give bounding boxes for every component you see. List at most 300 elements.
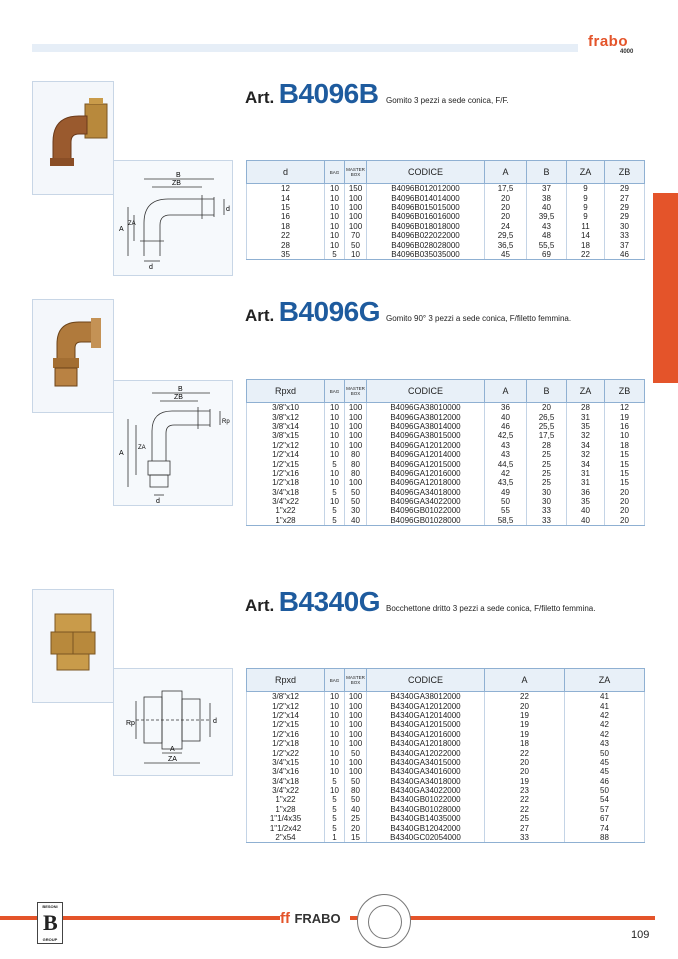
- table-cell: B4096GA34018000: [367, 488, 485, 497]
- table-row: [247, 431, 645, 440]
- dim-label: ZB: [172, 180, 181, 187]
- table-cell: 31: [567, 469, 605, 478]
- col-header: BAG: [325, 161, 345, 184]
- table-cell: 37: [527, 184, 567, 194]
- table-cell: 46: [565, 777, 645, 786]
- table-cell: 10: [325, 212, 345, 221]
- table-cell: 15: [605, 469, 645, 478]
- col-header: BAG: [325, 669, 345, 692]
- table-row: [247, 748, 645, 757]
- table-cell: B4340GC02054000: [367, 833, 485, 843]
- table-cell: 19: [485, 720, 565, 729]
- table-cell: 55,5: [527, 240, 567, 249]
- table-cell: B4340GA12022000: [367, 748, 485, 757]
- table-cell: B4096B012012000: [367, 184, 485, 194]
- table-cell: 10: [325, 422, 345, 431]
- table-cell: 42: [565, 730, 645, 739]
- col-header: MASTER BOX: [345, 161, 367, 184]
- table-cell: B4340GA34018000: [367, 777, 485, 786]
- table-cell: 43: [485, 441, 527, 450]
- table-cell: 100: [345, 692, 367, 702]
- table-cell: 24: [485, 222, 527, 231]
- table-cell: 40: [485, 412, 527, 421]
- union-photo-icon: [33, 590, 113, 702]
- table-cell: 45: [565, 767, 645, 776]
- product-photo-b4096b: [32, 81, 114, 195]
- table-cell: 10: [325, 203, 345, 212]
- table-cell: 19: [485, 711, 565, 720]
- table-cell: 20: [605, 497, 645, 506]
- table-cell: 3/8"x12: [247, 412, 325, 421]
- col-header: MASTER BOX: [345, 380, 367, 403]
- table-cell: 16: [247, 212, 325, 221]
- table-row: [247, 506, 645, 515]
- table-cell: 42: [485, 469, 527, 478]
- table-cell: B4096GA12018000: [367, 478, 485, 487]
- table-cell: 12: [605, 403, 645, 413]
- table-row: [247, 730, 645, 739]
- table-cell: B4096B028028000: [367, 240, 485, 249]
- table-cell: B4340GB14035000: [367, 814, 485, 823]
- table-cell: 25: [485, 814, 565, 823]
- table-cell: 10: [325, 730, 345, 739]
- col-header: B: [527, 161, 567, 184]
- table-row: [247, 478, 645, 487]
- table-row: [247, 240, 645, 249]
- table-cell: 33: [605, 231, 645, 240]
- table-cell: 1"x28: [247, 805, 325, 814]
- table-cell: 22: [485, 748, 565, 757]
- table-cell: 1/2"x15: [247, 720, 325, 729]
- union-drawing-icon: [114, 669, 232, 775]
- col-header: ZA: [567, 380, 605, 403]
- table-cell: B4096GB01022000: [367, 506, 485, 515]
- table-cell: 20: [605, 488, 645, 497]
- table-cell: 5: [325, 250, 345, 260]
- table-row: [247, 720, 645, 729]
- table-cell: 100: [345, 758, 367, 767]
- frabo-footer-logo: [280, 910, 350, 928]
- group-bottom-label: GROUP: [42, 937, 58, 942]
- table-row: [247, 203, 645, 212]
- table-cell: 25: [527, 459, 567, 468]
- table-cell: 32: [567, 450, 605, 459]
- table-cell: 100: [345, 431, 367, 440]
- table-cell: 1/2"x16: [247, 730, 325, 739]
- table-cell: 15: [605, 459, 645, 468]
- table-cell: 67: [565, 814, 645, 823]
- article-code: B4096G: [278, 296, 381, 327]
- table-cell: 16: [605, 422, 645, 431]
- table-cell: 46: [605, 250, 645, 260]
- dim-label: A: [170, 746, 175, 753]
- table-cell: 41: [565, 701, 645, 710]
- dim-label: ZA: [138, 445, 146, 451]
- table-cell: 39,5: [527, 212, 567, 221]
- table-cell: 18: [605, 441, 645, 450]
- table-cell: 54: [565, 795, 645, 804]
- table-cell: 35: [247, 250, 325, 260]
- table-cell: B4096GA38010000: [367, 403, 485, 413]
- table-cell: 50: [565, 748, 645, 757]
- table-cell: 70: [345, 231, 367, 240]
- table-cell: 31: [567, 478, 605, 487]
- dim-label: B: [176, 172, 181, 179]
- table-cell: 14: [247, 193, 325, 202]
- dim-label: B: [178, 386, 183, 393]
- table-cell: 1/2"x16: [247, 469, 325, 478]
- table-cell: 10: [325, 767, 345, 776]
- table-cell: 29,5: [485, 231, 527, 240]
- table-cell: 100: [345, 441, 367, 450]
- col-header: Rpxd: [247, 380, 325, 403]
- table-cell: 100: [345, 203, 367, 212]
- table-cell: 11: [567, 222, 605, 231]
- table-cell: B4096GA12012000: [367, 441, 485, 450]
- table-cell: 44,5: [485, 459, 527, 468]
- table-cell: 50: [345, 777, 367, 786]
- table-cell: 29: [605, 212, 645, 221]
- table-row: [247, 212, 645, 221]
- table-cell: 100: [345, 739, 367, 748]
- table-cell: 26,5: [527, 412, 567, 421]
- table-cell: 48: [527, 231, 567, 240]
- col-header: A: [485, 380, 527, 403]
- table-cell: 1"x28: [247, 516, 325, 526]
- table-row: [247, 814, 645, 823]
- table-cell: 5: [325, 488, 345, 497]
- table-cell: B4340GA12016000: [367, 730, 485, 739]
- table-cell: 36: [485, 403, 527, 413]
- spec-table-b4096g: [246, 379, 645, 526]
- brand-sub: 4000: [620, 49, 634, 55]
- table-cell: 10: [325, 403, 345, 413]
- table-cell: 100: [345, 412, 367, 421]
- table-cell: 10: [325, 720, 345, 729]
- table-cell: B4096B018018000: [367, 222, 485, 231]
- table-cell: 1/2"x18: [247, 478, 325, 487]
- table-cell: 23: [485, 786, 565, 795]
- table-cell: 10: [605, 431, 645, 440]
- spec-table-b4340g: [246, 668, 645, 843]
- table-cell: 1"x22: [247, 506, 325, 515]
- section-side-tab: [653, 193, 678, 383]
- table-cell: 1/2"x12: [247, 441, 325, 450]
- table-cell: 10: [325, 184, 345, 194]
- dim-label: d: [156, 498, 160, 505]
- table-cell: 20: [485, 212, 527, 221]
- product-photo-b4340g: [32, 589, 114, 703]
- table-cell: 43: [527, 222, 567, 231]
- table-row: [247, 422, 645, 431]
- table-cell: 50: [345, 497, 367, 506]
- table-cell: 18: [485, 739, 565, 748]
- table-cell: 43,5: [485, 478, 527, 487]
- table-cell: 1: [325, 833, 345, 843]
- table-cell: 100: [345, 701, 367, 710]
- table-cell: 1/2"x15: [247, 459, 325, 468]
- table-cell: 100: [345, 403, 367, 413]
- table-cell: 42: [565, 720, 645, 729]
- table-cell: 10: [325, 497, 345, 506]
- table-cell: 45: [485, 250, 527, 260]
- table-row: [247, 692, 645, 702]
- col-header: d: [247, 161, 325, 184]
- table-cell: B4096GA12015000: [367, 459, 485, 468]
- table-cell: 1/2"x18: [247, 739, 325, 748]
- table-row: [247, 833, 645, 843]
- table-cell: 35: [567, 497, 605, 506]
- table-cell: 100: [345, 711, 367, 720]
- table-cell: 100: [345, 720, 367, 729]
- col-header: ZA: [565, 669, 645, 692]
- table-cell: 80: [345, 469, 367, 478]
- table-cell: 20: [485, 758, 565, 767]
- table-row: [247, 497, 645, 506]
- page-number: 109: [631, 929, 650, 941]
- col-header: A: [485, 161, 527, 184]
- dim-label: A: [119, 226, 124, 233]
- table-cell: 34: [567, 459, 605, 468]
- col-header: B: [527, 380, 567, 403]
- table-cell: B4340GA34022000: [367, 786, 485, 795]
- table-cell: 5: [325, 823, 345, 832]
- table-cell: 1/2"x14: [247, 450, 325, 459]
- header-bar: [32, 44, 578, 52]
- table-cell: 10: [325, 739, 345, 748]
- table-cell: 5: [325, 814, 345, 823]
- table-cell: 43: [565, 739, 645, 748]
- table-cell: 5: [325, 805, 345, 814]
- table-cell: B4096GA38015000: [367, 431, 485, 440]
- table-cell: 50: [565, 786, 645, 795]
- table-cell: 5: [325, 516, 345, 526]
- table-cell: 10: [345, 250, 367, 260]
- table-row: [247, 231, 645, 240]
- table-cell: 30: [605, 222, 645, 231]
- table-cell: 10: [325, 450, 345, 459]
- table-cell: 27: [605, 193, 645, 202]
- table-cell: 10: [325, 431, 345, 440]
- table-cell: 100: [345, 222, 367, 231]
- table-row: [247, 403, 645, 413]
- col-header: MASTER BOX: [345, 669, 367, 692]
- dim-label: ZB: [174, 394, 183, 401]
- technical-drawing-b4340g: [113, 668, 233, 776]
- table-cell: 10: [325, 240, 345, 249]
- table-cell: 36,5: [485, 240, 527, 249]
- table-cell: 33: [485, 833, 565, 843]
- table-row: [247, 795, 645, 804]
- dim-label: Rp: [126, 720, 135, 727]
- table-cell: 14: [567, 231, 605, 240]
- table-cell: 15: [345, 833, 367, 843]
- group-top-label: BESONI: [42, 904, 58, 909]
- table-cell: 100: [345, 212, 367, 221]
- table-cell: 100: [345, 193, 367, 202]
- table-cell: 33: [527, 516, 567, 526]
- table-cell: 18: [567, 240, 605, 249]
- table-row: [247, 701, 645, 710]
- table-row: [247, 469, 645, 478]
- dim-label: ZA: [128, 221, 136, 227]
- table-cell: 10: [325, 469, 345, 478]
- table-cell: 100: [345, 767, 367, 776]
- table-cell: 10: [325, 786, 345, 795]
- table-cell: 41: [565, 692, 645, 702]
- table-cell: 50: [345, 795, 367, 804]
- table-cell: 80: [345, 459, 367, 468]
- table-cell: 32: [567, 431, 605, 440]
- article-title-b4096g: [245, 296, 380, 328]
- article-description: Gomito 3 pezzi a sede conica, F/F.: [386, 96, 509, 105]
- table-row: [247, 450, 645, 459]
- col-header: CODICE: [367, 669, 485, 692]
- table-cell: 30: [527, 488, 567, 497]
- table-cell: 9: [567, 184, 605, 194]
- table-cell: B4340GA34015000: [367, 758, 485, 767]
- table-cell: B4340GA38012000: [367, 692, 485, 702]
- art-label: Art.: [245, 88, 275, 107]
- table-cell: 18: [247, 222, 325, 231]
- table-row: [247, 488, 645, 497]
- table-cell: 74: [565, 823, 645, 832]
- table-cell: B4096GA34022000: [367, 497, 485, 506]
- article-title-b4096b: [245, 78, 378, 110]
- col-header: CODICE: [367, 161, 485, 184]
- table-cell: 10: [325, 701, 345, 710]
- table-cell: B4340GB12042000: [367, 823, 485, 832]
- table-cell: 28: [527, 441, 567, 450]
- product-photo-b4096g: [32, 299, 114, 413]
- table-cell: 50: [345, 488, 367, 497]
- table-cell: B4096GA12014000: [367, 450, 485, 459]
- table-cell: 19: [485, 777, 565, 786]
- table-cell: 10: [325, 478, 345, 487]
- table-cell: B4096GA12016000: [367, 469, 485, 478]
- table-cell: 37: [605, 240, 645, 249]
- table-cell: 9: [567, 212, 605, 221]
- art-label: Art.: [245, 596, 275, 615]
- table-row: [247, 459, 645, 468]
- table-cell: 1"1/4x35: [247, 814, 325, 823]
- table-cell: 58,5: [485, 516, 527, 526]
- table-cell: 40: [345, 516, 367, 526]
- dim-label: d: [226, 206, 230, 213]
- dim-label: Rp: [222, 419, 230, 425]
- table-cell: 3/4"x15: [247, 758, 325, 767]
- table-cell: 88: [565, 833, 645, 843]
- table-cell: 10: [325, 441, 345, 450]
- table-cell: B4340GA12012000: [367, 701, 485, 710]
- table-cell: 9: [567, 203, 605, 212]
- group-letter: B: [43, 910, 58, 935]
- table-cell: 3/8"x12: [247, 692, 325, 702]
- table-row: [247, 805, 645, 814]
- brand-name: frabo: [588, 33, 628, 50]
- table-cell: 3/8"x10: [247, 403, 325, 413]
- table-cell: 33: [527, 506, 567, 515]
- table-row: [247, 823, 645, 832]
- table-cell: 20: [485, 193, 527, 202]
- article-title-b4340g: [245, 586, 380, 618]
- table-cell: 1/2"x14: [247, 711, 325, 720]
- col-header: A: [485, 669, 565, 692]
- table-cell: 29: [605, 184, 645, 194]
- table-cell: 5: [325, 795, 345, 804]
- table-cell: 25: [527, 450, 567, 459]
- table-cell: 20: [485, 767, 565, 776]
- table-row: [247, 758, 645, 767]
- dim-label: d: [149, 264, 153, 271]
- table-cell: 10: [325, 222, 345, 231]
- elbow-drawing-icon: [114, 161, 232, 275]
- table-cell: 42,5: [485, 431, 527, 440]
- table-cell: 100: [345, 730, 367, 739]
- table-cell: B4096B035035000: [367, 250, 485, 260]
- table-cell: 20: [605, 506, 645, 515]
- table-cell: 5: [325, 459, 345, 468]
- table-cell: 20: [485, 701, 565, 710]
- elbow-photo-icon: [33, 82, 113, 194]
- table-cell: B4340GA34016000: [367, 767, 485, 776]
- table-cell: 45: [565, 758, 645, 767]
- table-row: [247, 711, 645, 720]
- col-header: BAG: [325, 380, 345, 403]
- table-cell: 31: [567, 412, 605, 421]
- table-cell: 35: [567, 422, 605, 431]
- table-cell: 3/4"x18: [247, 777, 325, 786]
- table-cell: 3/8"x15: [247, 431, 325, 440]
- table-cell: 2"x54: [247, 833, 325, 843]
- table-cell: 10: [325, 193, 345, 202]
- table-cell: 25: [345, 814, 367, 823]
- table-cell: 3/4"x16: [247, 767, 325, 776]
- table-cell: 5: [325, 506, 345, 515]
- table-cell: B4096B015015000: [367, 203, 485, 212]
- table-cell: 10: [325, 692, 345, 702]
- table-cell: 20: [605, 516, 645, 526]
- table-cell: 3/4"x18: [247, 488, 325, 497]
- table-cell: 22: [567, 250, 605, 260]
- table-cell: 17,5: [527, 431, 567, 440]
- elbow-union-photo-icon: [33, 300, 113, 412]
- table-cell: B4096GA38014000: [367, 422, 485, 431]
- frabo-wordmark: FRABO: [294, 911, 341, 926]
- table-cell: 43: [485, 450, 527, 459]
- table-cell: B4096GA38012000: [367, 412, 485, 421]
- table-row: [247, 250, 645, 260]
- table-cell: B4096B014014000: [367, 193, 485, 202]
- table-cell: 1/2"x12: [247, 701, 325, 710]
- table-cell: 30: [345, 506, 367, 515]
- table-row: [247, 441, 645, 450]
- table-cell: 12: [247, 184, 325, 194]
- table-cell: 15: [605, 450, 645, 459]
- table-cell: 80: [345, 450, 367, 459]
- table-cell: 50: [345, 748, 367, 757]
- table-cell: 3/4"x22: [247, 786, 325, 795]
- table-cell: 36: [567, 488, 605, 497]
- col-header: ZB: [605, 380, 645, 403]
- table-cell: 15: [605, 478, 645, 487]
- technical-drawing-b4096g: [113, 380, 233, 506]
- table-cell: 150: [345, 184, 367, 194]
- table-cell: 10: [325, 711, 345, 720]
- table-cell: 20: [527, 403, 567, 413]
- col-header: Rpxd: [247, 669, 325, 692]
- table-cell: 69: [527, 250, 567, 260]
